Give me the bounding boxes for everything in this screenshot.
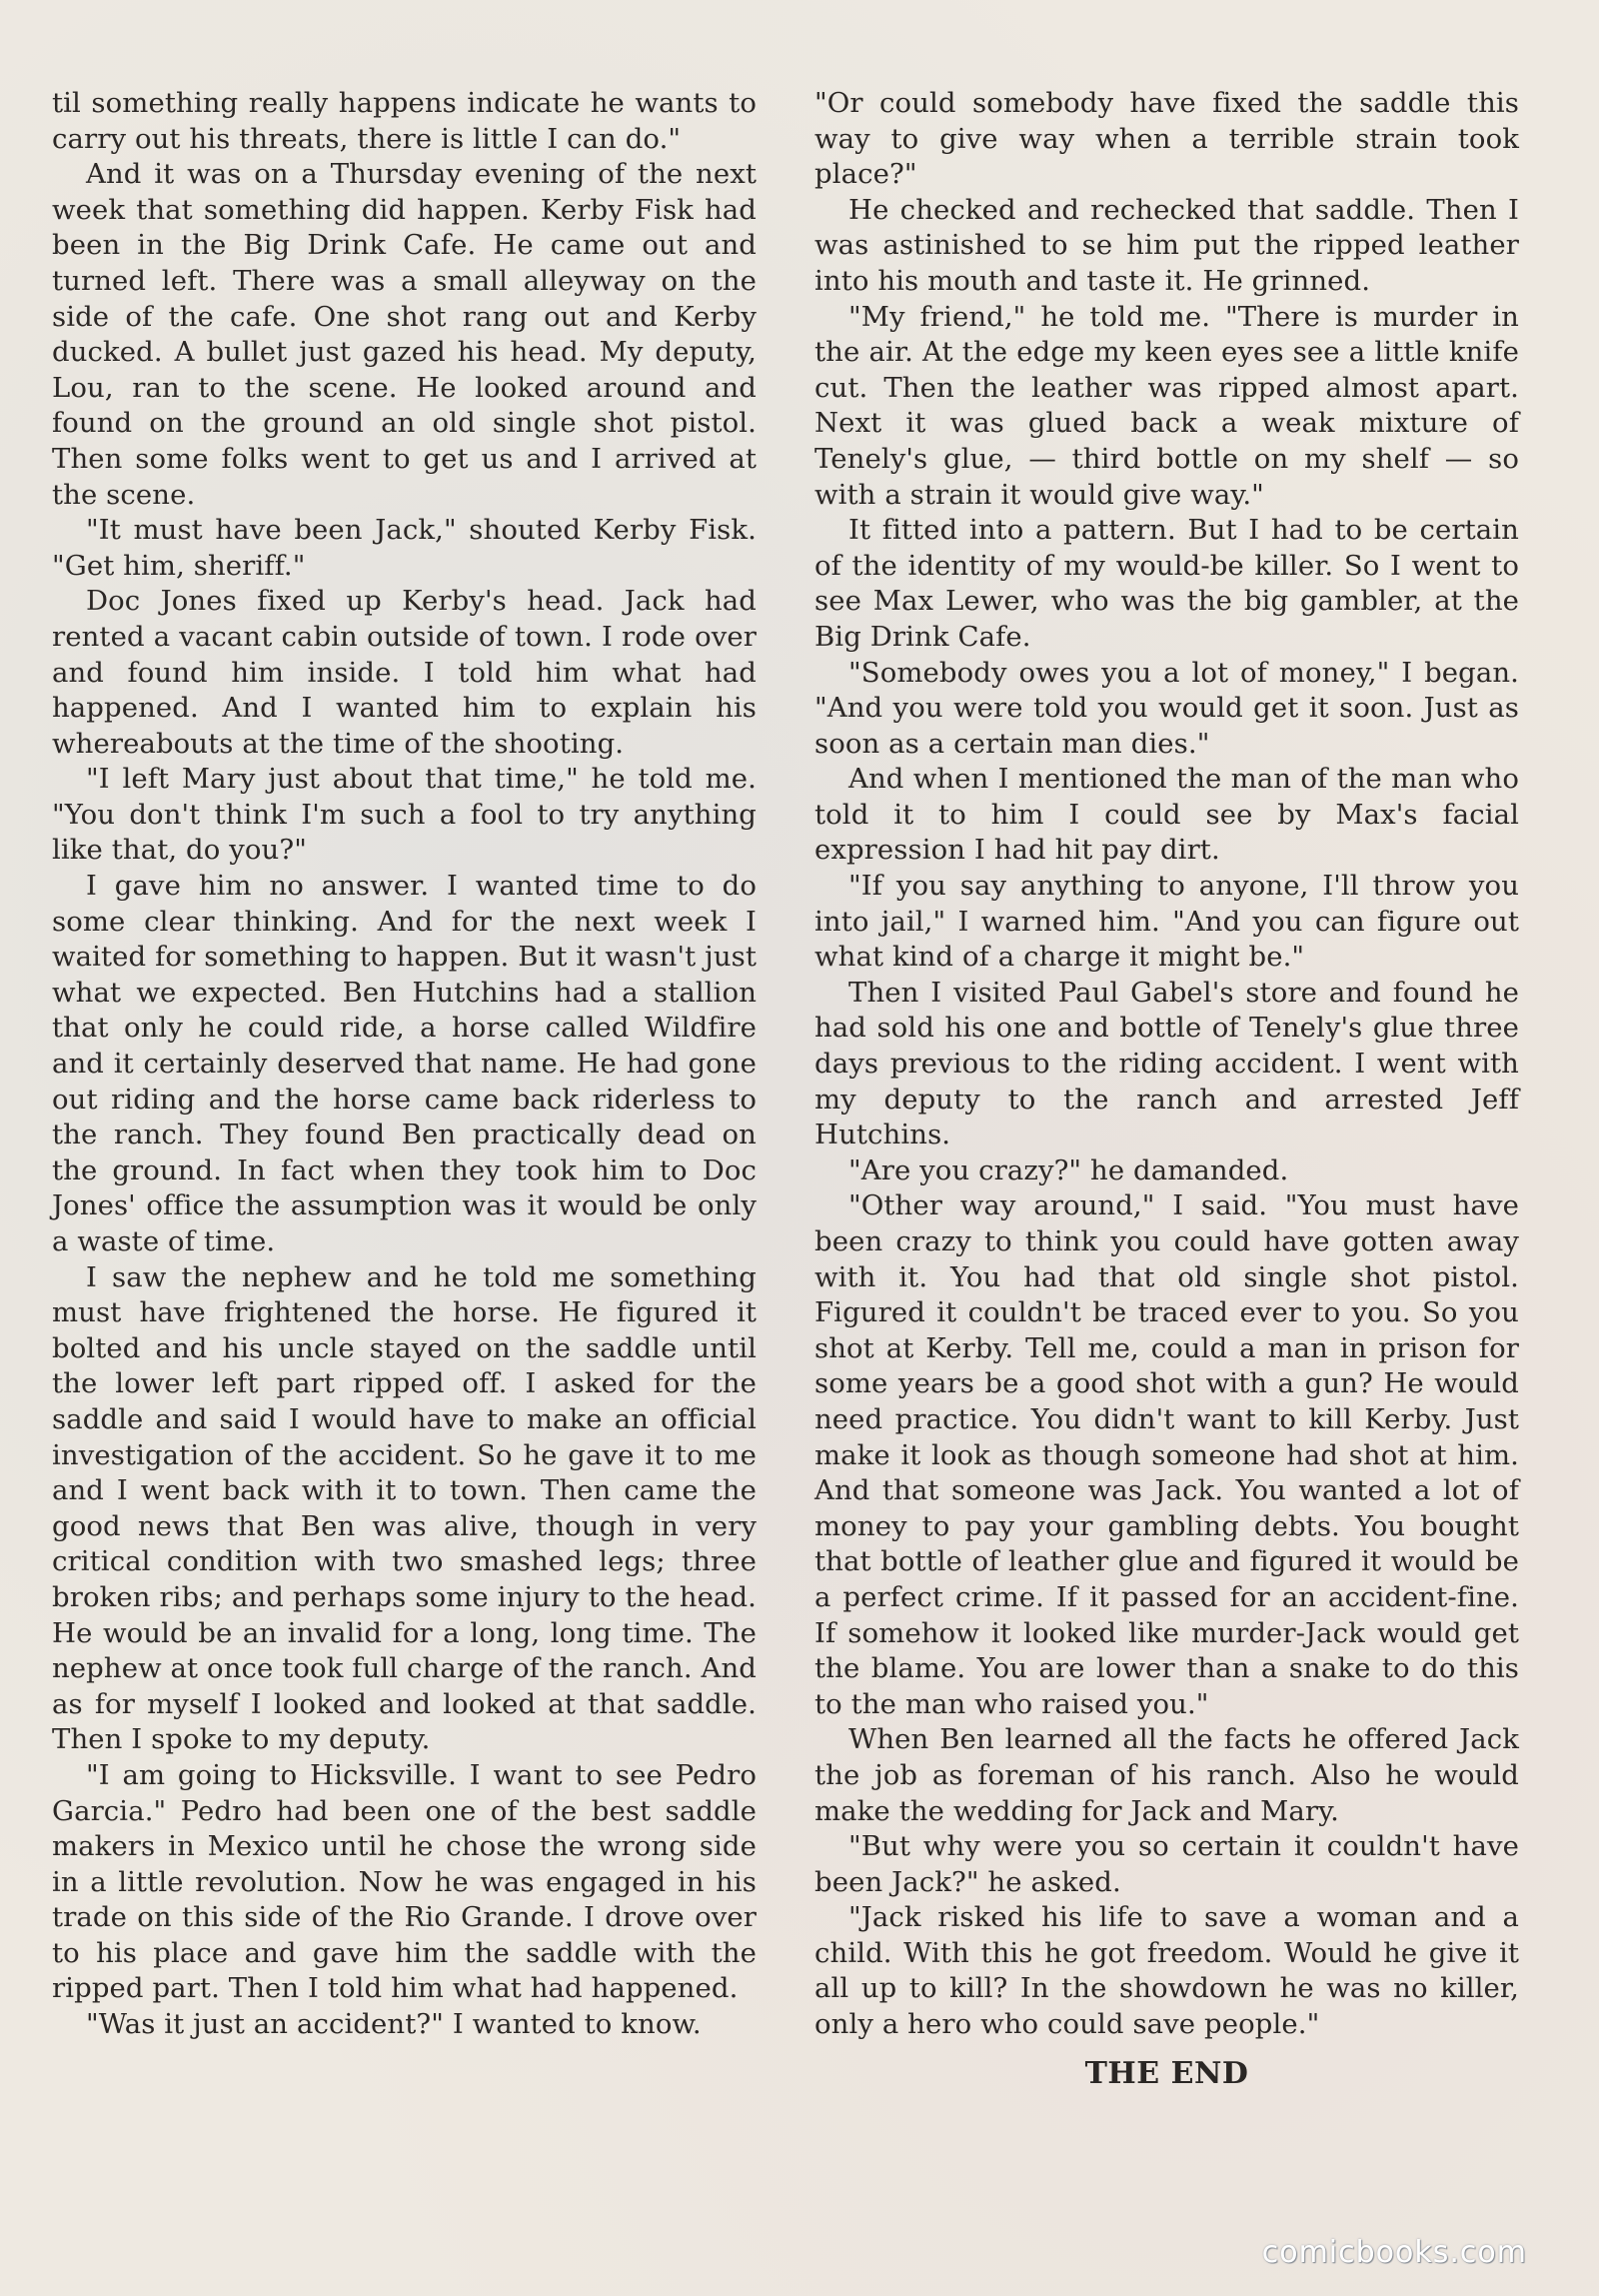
paragraph: I saw the nephew and he told me something must have frightened the horse. He figured it bolted and his uncle stayed on the saddle until the lower left part ripped off. I asked for the saddle and said I would have to make an official investigation of the accident. So he gave it to me and I went back with it to town. Then came the good news that Ben was alive, though in very critical condition with two smashed legs; three broken ribs; and perhaps some injury to the head. He would be an invalid for a long, long time. The nephew at once took full charge of the ranch. And as for myself I looked and looked at that saddle. Then I spoke to my deputy.: [52, 1260, 757, 1756]
paragraph: "Somebody owes you a lot of money," I began. "And you were told you would get it soon. Just as soon as a certain man dies.": [814, 656, 1519, 760]
paragraph: I gave him no answer. I wanted time to do some clear thinking. And for the next week I waited for something to happen. But it wasn't just what we expected. Ben Hutchins had a stallion that only he could ride, a horse called Wildfire and it certainly deserved that name. He had gone out riding and the horse came back riderless to the ranch. They found Ben practically dead on the ground. In fact when they took him to Doc Jones' office the assumption was it would be only a waste of time.: [52, 870, 757, 1257]
left-column: [52, 86, 757, 2043]
paragraph: "Other way around," I said. "You must have been crazy to think you could have gotten away with it. You had that old single shot pistol. Figured it couldn't be traced ever to you. So you shot at Kerby. Tell me, could a man in prison for some years be a good shot with a gun? He would need practice. You didn't want to kill Kerby. Just make it look as though someone had shot at him. And that someone was Jack. You wanted a lot of money to pay your gambling debts. You bought that bottle of leather glue and figured it would be a perfect crime. If it passed for an accident-fine. If somehow it looked like murder-Jack would get the blame. You are lower than a snake to do this to the man who raised you.": [814, 1189, 1519, 1720]
paragraph: til something really happens indicate he wants to carry out his threats, there is little I can do.": [52, 87, 757, 155]
paragraph: "But why were you so certain it couldn't have been Jack?" he asked.: [814, 1830, 1519, 1898]
watermark: comicbooks.com: [1261, 2235, 1527, 2270]
paragraph: "If you say anything to anyone, I'll throw you into jail," I warned him. "And you can figure out what kind of a charge it might be.": [814, 870, 1519, 974]
paragraph: Doc Jones fixed up Kerby's head. Jack had rented a vacant cabin outside of town. I rode over and found him inside. I told him what had happened. And I wanted him to explain his whereabouts at the time of the shooting.: [52, 585, 757, 760]
paragraph: And it was on a Thursday evening of the next week that something did happen. Kerby Fisk had been in the Big Drink Cafe. He came out and turned left. There was a small alleyway on the side of the cafe. One shot rang out and Kerby ducked. A bullet just gazed his head. My deputy, Lou, ran to the scene. He looked around and found on the ground an old single shot pistol. Then some folks went to get us and I arrived at the scene.: [52, 158, 757, 511]
paragraph: When Ben learned all the facts he offered Jack the job as foreman of his ranch. Also he would make the wedding for Jack and Mary.: [814, 1723, 1519, 1827]
paragraph: "I left Mary just about that time," he told me. "You don't think I'm such a fool to try anything like that, do you?": [52, 763, 757, 867]
paragraph: And when I mentioned the man of the man who told it to him I could see by Max's facial expression I had hit pay dirt.: [814, 763, 1519, 867]
paragraph: "I am going to Hicksville. I want to see Pedro Garcia." Pedro had been one of the best saddle makers in Mexico until he chose the wrong side in a little revolution. Now he was engaged in his trade on this side of the Rio Grande. I drove over to his place and gave him the saddle with the ripped part. Then I told him what had happened.: [52, 1758, 757, 2005]
paragraph: "Or could somebody have fixed the saddle this way to give way when a terrible strain took place?": [814, 87, 1519, 191]
paragraph: "It must have been Jack," shouted Kerby Fisk. "Get him, sheriff.": [52, 514, 757, 582]
right-column: [814, 86, 1519, 2043]
paragraph: Then I visited Paul Gabel's store and found he had sold his one and bottle of Tenely's glue three days previous to the riding accident. I went with my deputy to the ranch and arrested Jeff Hutchins.: [814, 976, 1519, 1151]
paragraph: "My friend," he told me. "There is murder in the air. At the edge my keen eyes see a little knife cut. Then the leather was ripped almost apart. Next it was glued back a weak mixture of Tenely's glue, — third bottle on my shelf — so with a strain it would give way.": [814, 300, 1519, 511]
paragraph: "Are you crazy?" he damanded.: [848, 1153, 1289, 1186]
the-end-heading: THE END: [1084, 2056, 1249, 2091]
paragraph: It fitted into a pattern. But I had to be certain of the identity of my would-be killer. So I went to see Max Lewer, who was the big gambler, at the Big Drink Cafe.: [814, 514, 1519, 653]
paragraph: "Jack risked his life to save a woman and a child. With this he got freedom. Would he give it all up to kill? In the showdown he was no killer, only a hero who could save people.": [814, 1901, 1519, 2041]
paragraph: "Was it just an accident?" I wanted to know.: [86, 2008, 702, 2041]
paragraph: He checked and rechecked that saddle. Then I was astinished to se him put the ripped leather into his mouth and taste it. He grinned.: [814, 193, 1519, 297]
